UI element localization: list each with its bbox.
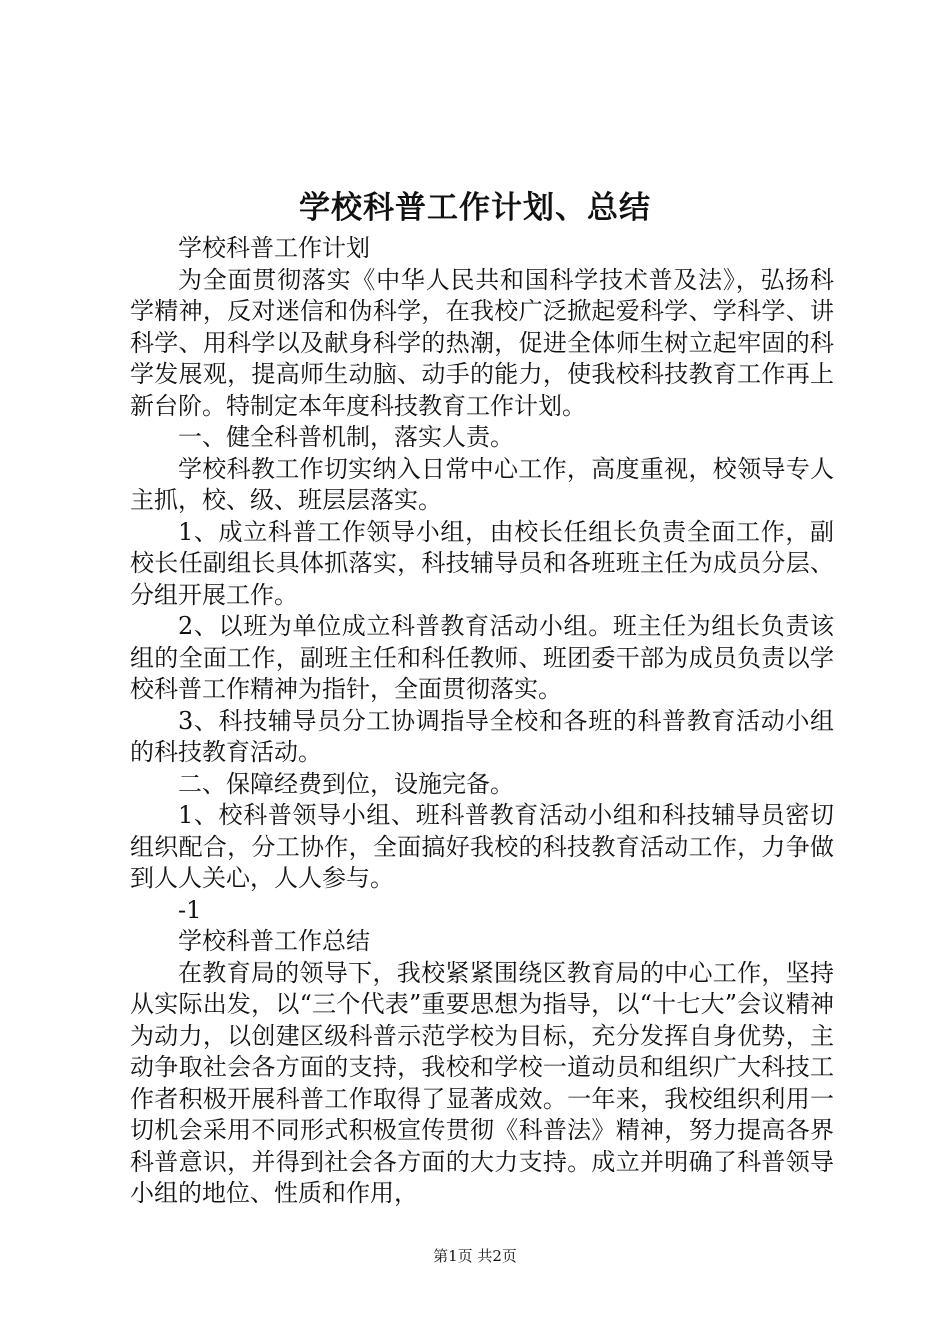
paragraph: 2、以班为单位成立科普教育活动小组。班主任为组长负责该组的全面工作，副班主任和科任教师、班团委干部为成员负责以学校科普工作精神为指针，全面贯彻落实。 [130,612,834,703]
paragraph: 学校科普工作计划 [178,234,370,262]
paragraph: 1、校科普领导小组、班科普教育活动小组和科技辅导员密切组织配合，分工协作，全面搞好我校的科技教育活动工作，力争做到人人关心，人人参与。 [130,801,834,892]
document-body [130,233,834,1210]
paragraph: 为全面贯彻落实《中华人民共和国科学技术普及法》，弘扬科学精神，反对迷信和伪科学，在我校广泛掀起爱科学、学科学、讲科学、用科学以及献身科学的热潮，促进全体师生树立起牢固的科学发展观，提高师生动脑、动手的能力，使我校科技教育工作再上新台阶。特制定本年度科技教育工作计划。 [130,265,834,420]
document-title: 学校科普工作计划、总结 [299,190,651,226]
paragraph: 二、保障经费到位，设施完备。 [178,769,514,798]
paragraph: 1、成立科普工作领导小组，由校长任组长负责全面工作，副校长任副组长具体抓落实，科技辅导员和各班班主任为成员分层、分组开展工作。 [130,517,834,609]
page-marker: -1 [178,895,202,924]
paragraph: 学校科普工作总结 [178,927,370,955]
paragraph: 学校科教工作切实纳入日常中心工作，高度重视，校领导专人主抓，校、级、班层层落实。 [130,454,834,514]
paragraph: 3、科技辅导员分工协调指导全校和各班的科普教育活动小组的科技教育活动。 [130,706,834,766]
paragraph: 一、健全科普机制，落实人责。 [178,423,514,451]
page-footer: 第1页 共2页 [433,1247,517,1265]
paragraph: 在教育局的领导下，我校紧紧围绕区教育局的中心工作，坚持从实际出发，以“三个代表”重要思想为指导，以“十七大”会议精神为动力，以创建区级科普示范学校为目标，充分发挥自身优势，主动争取社会各方面的支持，我校和学校一道动员和组织广大科技工作者积极开展科普工作取得了显著成效。一年来，我校组织利用一切机会采用不同形式积极宣传贯彻《科普法》精神，努力提高各界科普意识，并得到社会各方面的大力支持。成立并明确了科普领导小组的地位、性质和作用， [130,958,834,1207]
